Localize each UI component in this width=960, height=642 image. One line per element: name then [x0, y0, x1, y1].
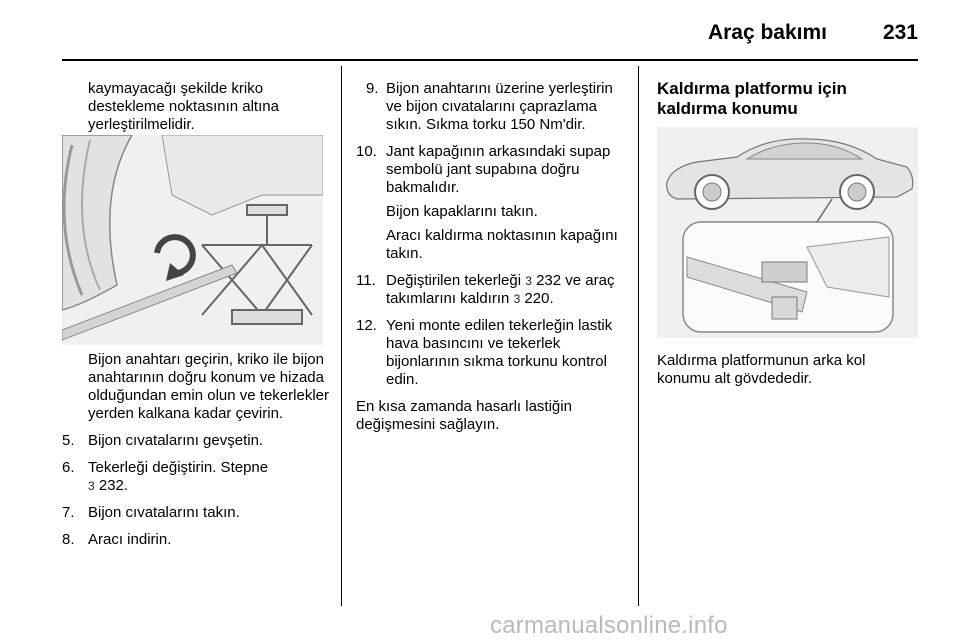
step-text-part: Tekerleği değiştirin. Stepne — [88, 459, 269, 476]
column-divider-2 — [638, 66, 639, 606]
step-number: 9. — [366, 80, 379, 97]
step-number: 5. — [62, 432, 75, 449]
page-number: 231 — [882, 21, 918, 44]
header-rule — [62, 59, 918, 61]
column-2 — [356, 80, 628, 443]
page-reference-arrow-icon: 3 — [513, 292, 521, 306]
page-reference: 232. — [98, 477, 129, 494]
lift-point-drawing — [657, 127, 918, 338]
step-text: Aracı indirin. — [88, 531, 172, 548]
step-number: 8. — [62, 531, 75, 548]
step-10-sub-1: Bijon kapaklarını takın. — [386, 203, 538, 220]
page-reference: 220. — [524, 290, 554, 307]
step-text-part: Değiştirilen tekerleği — [386, 272, 522, 289]
watermark: carmanualsonline.info — [490, 612, 728, 639]
step-8 — [62, 531, 330, 549]
jack-illustration — [62, 135, 323, 345]
step-number: 10. — [356, 143, 377, 160]
step-9 — [356, 80, 628, 134]
section-heading: Kaldırma platformu için kaldırma konumu — [657, 79, 847, 118]
page-reference-arrow-icon: 3 — [88, 479, 95, 493]
page-header-title: Araç bakımı — [707, 21, 827, 44]
closing-paragraph: En kısa zamanda hasarlı lastiğin değişmesini sağlayın. — [356, 398, 572, 433]
step-5 — [62, 432, 330, 450]
step-12 — [356, 317, 628, 389]
step-text — [88, 459, 330, 495]
step-10-sub-2: Aracı kaldırma noktasının kapağını takın. — [386, 227, 618, 262]
step-text: Yeni monte edilen tekerleğin lastik hava basıncını ve tekerlek bijonlarının sıkma torkunu kontrol edin. — [386, 317, 613, 388]
column-divider-1 — [341, 66, 342, 606]
step-6 — [62, 459, 330, 495]
step-text: Jant kapağının arkasındaki supap sembolü jant supabına doğru bakmalıdır. — [386, 143, 611, 196]
step-number: 7. — [62, 504, 75, 521]
step-11 — [356, 272, 628, 308]
step-number: 11. — [356, 272, 376, 289]
page-reference-arrow-icon: 3 — [525, 274, 532, 288]
step-number: 6. — [62, 459, 75, 476]
step-text: Bijon cıvatalarını takın. — [88, 504, 240, 521]
jack-drawing — [62, 135, 323, 345]
column-1-body — [62, 351, 330, 558]
step-10 — [356, 143, 628, 197]
step-7 — [62, 504, 330, 522]
column-1-intro — [62, 80, 330, 143]
step-number: 12. — [356, 317, 377, 334]
step-text — [386, 272, 628, 308]
figure-caption: Kaldırma platformunun arka kol konumu alt gövdededir. — [657, 352, 866, 387]
step-text: Bijon anahtarını üzerine yerleştirin ve bijon cıvatalarını çaprazlama sıkın. Sıkma torku 150 Nm'dir. — [386, 80, 613, 133]
step-text-part: 232 ve araç takımlarını kaldırın — [386, 272, 615, 307]
column-3-heading — [657, 79, 917, 119]
instruction-paragraph: Bijon anahtarı geçirin, kriko ile bijon anahtarının doğru konum ve hizada olduğundan emin olun ve tekerlekler yerden kalkana kadar çevirin. — [88, 351, 329, 422]
column-3-caption — [657, 352, 917, 397]
step-text: Bijon cıvatalarını gevşetin. — [88, 432, 264, 449]
lift-point-illustration — [657, 127, 918, 338]
intro-paragraph: kaymayacağı şekilde kriko destekleme noktasının altına yerleştirilmelidir. — [88, 80, 279, 133]
